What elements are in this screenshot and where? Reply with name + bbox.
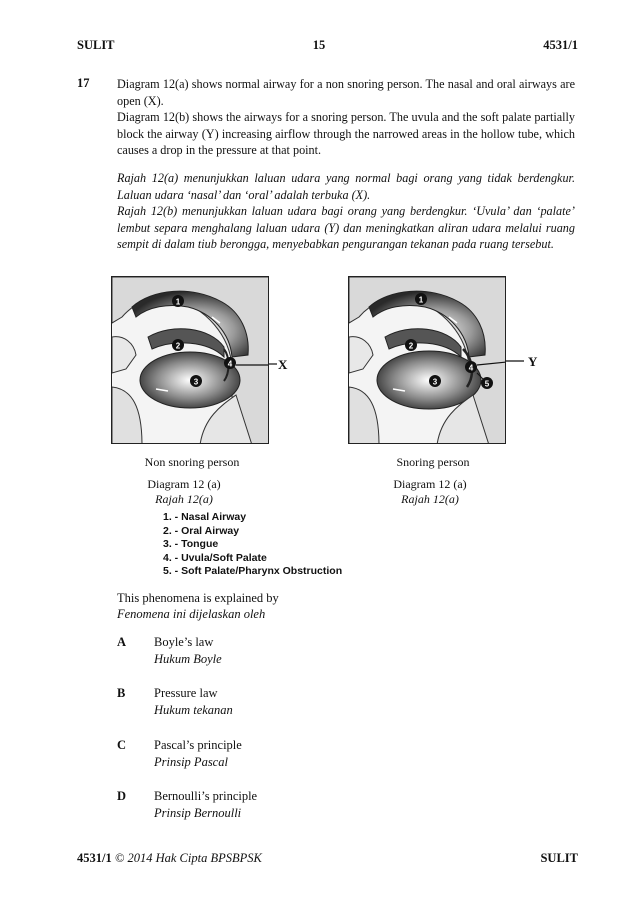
svg-text:4: 4 [468, 363, 474, 373]
pointer-line-y [506, 360, 524, 363]
legend-item: 3. - Tongue [163, 538, 219, 551]
svg-text:3: 3 [432, 377, 438, 387]
question-text-malay [117, 170, 575, 253]
caption-a-english: Diagram 12 (a) [147, 477, 221, 491]
caption-b-malay: Rajah 12(a) [401, 492, 459, 506]
question-paragraph-2: Diagram 12(b) shows the airways for a snoring person. The uvula and the soft palate partially block the airway (Y) increasing airflow through the narrowed areas in the hollow tube, which causes a drop in the pressure at that point. [117, 110, 575, 157]
svg-text:4: 4 [227, 359, 233, 369]
stem-english: This phenomena is explained by [117, 591, 279, 605]
option-malay: Prinsip Bernoulli [154, 806, 242, 820]
svg-text:5: 5 [484, 379, 490, 389]
legend-item: 2. - Oral Airway [163, 524, 240, 537]
airway-illustration-snoring [349, 277, 506, 444]
airway-diagram-non-snoring [111, 276, 269, 444]
airway-diagram-snoring [348, 276, 506, 444]
legend-item: 4. - Uvula/Soft Palate [163, 551, 267, 564]
question-malay-paragraph-1: Rajah 12(a) menunjukkan laluan udara yang normal bagi orang yang tidak berdengkur. Laluan udara ‘nasal’ dan ‘oral’ adalah terbuka (X). [117, 171, 575, 202]
svg-text:2: 2 [408, 341, 414, 351]
option-letter: B [117, 686, 126, 700]
question-malay-paragraph-2: Rajah 12(b) menunjukkan laluan udara bagi orang yang berdengkur. ‘Uvula’ dan ‘palate’ lembut separa menghalang laluan udara (Y) dan meningkatkan aliran udara melalui ruang sempit di dalam tiub berongga, menyebabkan pengurangan tekanan pada ruang tersebut. [117, 204, 575, 251]
option-malay: Prinsip Pascal [154, 755, 228, 769]
footer-copyright [77, 851, 262, 866]
option-english: Boyle’s law [154, 635, 214, 649]
legend-item: 5. - Soft Palate/Pharynx Obstruction [163, 565, 343, 578]
question-paragraph-1: Diagram 12(a) shows normal airway for a non snoring person. The nasal and oral airways are open (X). [117, 77, 575, 108]
stem-malay: Fenomena ini dijelaskan oleh [117, 607, 266, 621]
svg-text:3: 3 [193, 377, 199, 387]
question-number: 17 [77, 76, 90, 90]
option-text [154, 685, 233, 719]
figure-caption-a [84, 477, 284, 507]
page-number: 15 [312, 38, 326, 52]
option-english: Pressure law [154, 686, 218, 700]
figure-caption-b [330, 477, 530, 507]
caption-a-malay: Rajah 12(a) [155, 492, 213, 506]
option-letter: C [117, 738, 127, 752]
option-malay: Hukum Boyle [154, 652, 222, 666]
option-text [154, 634, 222, 668]
option-letter: D [117, 789, 127, 803]
option-letter: A [117, 635, 127, 649]
option-text [154, 737, 242, 771]
header-classification: SULIT [77, 38, 115, 52]
option-english: Bernoulli’s principle [154, 789, 258, 803]
option-text [154, 788, 257, 822]
label-x: X [278, 357, 288, 372]
svg-text:1: 1 [418, 295, 424, 305]
question-stem [117, 590, 279, 622]
airway-illustration-normal [112, 277, 269, 444]
diagram-legend [163, 511, 342, 579]
legend-item: 1. - Nasal Airway [163, 511, 247, 523]
option-english: Pascal’s principle [154, 738, 242, 752]
figure-title-snoring: Snoring person [396, 455, 470, 469]
label-y: Y [528, 354, 538, 369]
svg-text:1: 1 [175, 297, 181, 307]
svg-text:2: 2 [175, 341, 181, 351]
paper-code: 4531/1 [543, 38, 578, 52]
footer-copyright-text: © 2014 Hak Cipta BPSBPSK [114, 851, 262, 865]
footer-classification: SULIT [540, 851, 578, 865]
figure-title-non-snoring: Non snoring person [144, 455, 240, 469]
footer-code: 4531/1 [77, 851, 112, 865]
pointer-line-x [269, 363, 277, 366]
option-malay: Hukum tekanan [154, 703, 233, 717]
caption-b-english: Diagram 12 (a) [393, 477, 467, 491]
question-text-english [117, 76, 575, 159]
